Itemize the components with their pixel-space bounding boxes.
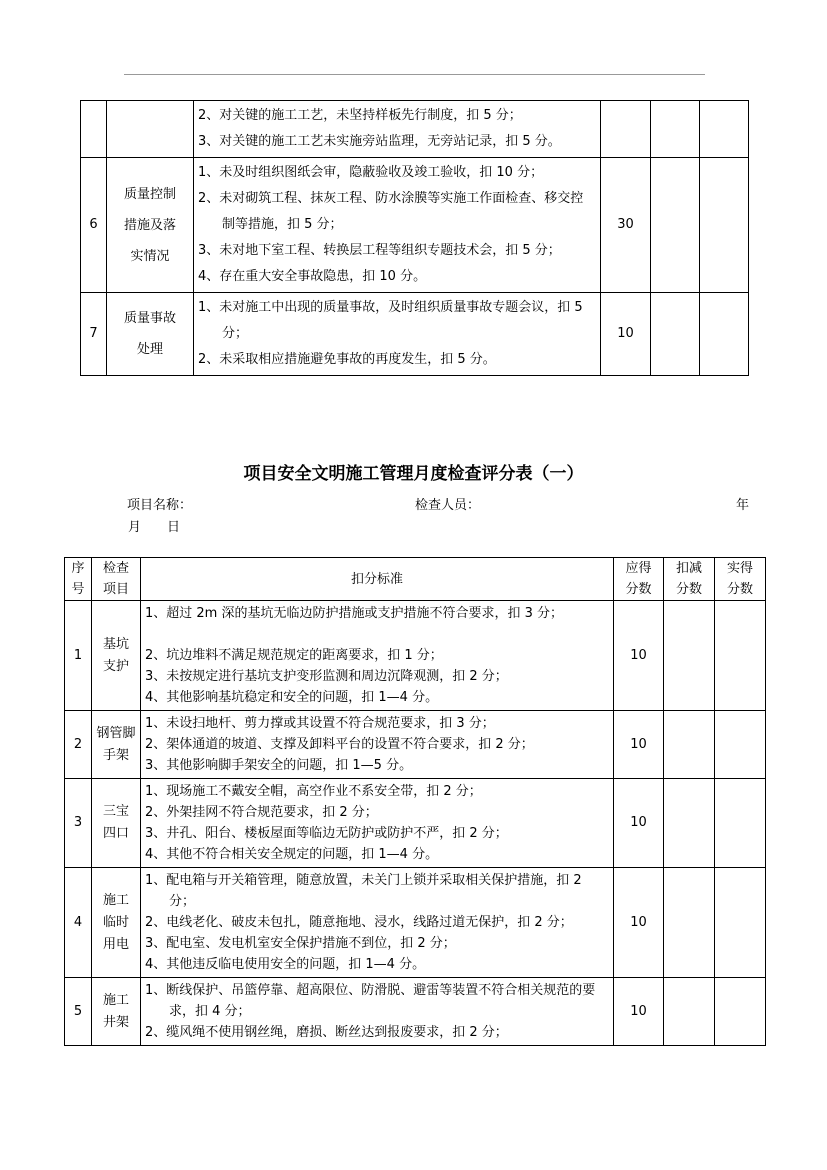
table-row	[65, 601, 766, 711]
deduction-criteria	[141, 868, 614, 978]
actual-score	[715, 711, 766, 779]
criteria-line: 3、未对地下室工程、转换层工程等组织专题技术会，扣 5 分；	[198, 243, 561, 258]
criteria-line	[145, 624, 609, 645]
deducted-score	[664, 868, 715, 978]
criteria-line: 1、未对施工中出现的质量事故，及时组织质量事故专题会议，扣 5 分；	[198, 300, 583, 341]
check-item-line: 基坑	[102, 636, 129, 652]
safety-score-table	[64, 557, 766, 1046]
table-row	[81, 101, 749, 158]
deducted-score	[651, 158, 700, 293]
row-number: 5	[65, 978, 92, 1046]
deduction-criteria	[141, 779, 614, 868]
table-row	[65, 779, 766, 868]
due-score: 10	[601, 293, 651, 376]
check-item-line: 井架	[102, 1014, 129, 1030]
deducted-score	[664, 601, 715, 711]
deducted-score	[664, 711, 715, 779]
check-item	[92, 601, 141, 711]
actual-score	[715, 601, 766, 711]
criteria-line: 1、未及时组织图纸会审，隐蔽验收及竣工验收，扣 10 分；	[198, 165, 544, 180]
due-score: 10	[614, 601, 664, 711]
check-item-line: 钢管脚	[96, 725, 136, 741]
check-item-line: 质量控制	[123, 186, 176, 202]
day-label: 日	[167, 520, 181, 535]
check-item-line: 用电	[102, 936, 129, 952]
actual-score	[715, 978, 766, 1046]
deduction-criteria	[194, 158, 601, 293]
check-item-line: 实情况	[130, 248, 170, 264]
criteria-line: 3、未按规定进行基坑支护变形监测和周边沉降观测，扣 2 分；	[145, 669, 508, 684]
check-item	[92, 779, 141, 868]
table-row	[81, 293, 749, 376]
deducted-score	[651, 101, 700, 158]
criteria-line: 4、其他违反临电使用安全的问题，扣 1—4 分。	[145, 957, 426, 972]
table-row	[65, 711, 766, 779]
due-score: 10	[614, 978, 664, 1046]
month-label: 月	[128, 520, 142, 535]
criteria-line: 2、坑边堆料不满足规范规定的距离要求，扣 1 分；	[145, 648, 443, 663]
criteria-line: 2、电线老化、破皮未包扎，随意拖地、浸水，线路过道无保护，扣 2 分；	[145, 915, 573, 930]
check-item	[107, 101, 194, 158]
actual-score	[715, 779, 766, 868]
check-item	[107, 158, 194, 293]
table-row	[81, 158, 749, 293]
criteria-line: 2、缆风绳不使用钢丝绳，磨损、断丝达到报废要求，扣 2 分；	[145, 1025, 508, 1040]
actual-score	[700, 101, 749, 158]
table-header-row	[65, 558, 766, 601]
criteria-line: 2、对关键的施工工艺，未坚持样板先行制度，扣 5 分；	[198, 108, 522, 123]
check-item	[107, 293, 194, 376]
check-item-line: 支护	[102, 658, 129, 674]
deduction-criteria	[141, 978, 614, 1046]
criteria-line: 1、断线保护、吊篮停靠、超高限位、防滑脱、避雷等装置不符合相关规范的要求，扣 4 分；	[145, 983, 596, 1019]
check-item-line: 三宝	[102, 804, 129, 819]
criteria-line: 1、未设扫地杆、剪力撑或其设置不符合规范要求，扣 3 分；	[145, 716, 495, 731]
criteria-line: 2、外架挂网不符合规范要求，扣 2 分；	[145, 805, 378, 820]
criteria-line: 3、对关键的施工工艺未实施旁站监理，无旁站记录，扣 5 分。	[198, 134, 561, 149]
row-number: 4	[65, 868, 92, 978]
header-criteria: 扣分标准	[141, 558, 614, 601]
year-label: 年	[736, 498, 750, 513]
check-item-line: 手架	[102, 747, 129, 763]
deducted-score	[664, 978, 715, 1046]
header-no: 序 号	[65, 558, 92, 601]
criteria-line: 4、其他影响基坑稳定和安全的问题，扣 1—4 分。	[145, 690, 439, 705]
deduction-criteria	[141, 601, 614, 711]
row-number: 6	[81, 158, 107, 293]
header-item: 检查 项目	[92, 558, 141, 601]
due-score: 10	[614, 868, 664, 978]
deduction-criteria	[194, 101, 601, 158]
row-number: 3	[65, 779, 92, 868]
actual-score	[700, 158, 749, 293]
check-item	[92, 868, 141, 978]
deduction-criteria	[141, 711, 614, 779]
check-item-line: 施工	[102, 992, 129, 1008]
check-item-line: 处理	[136, 342, 163, 357]
criteria-line: 1、现场施工不戴安全帽，高空作业不系安全带，扣 2 分；	[145, 784, 482, 799]
criteria-line: 3、井孔、阳台、楼板屋面等临边无防护或防护不严，扣 2 分；	[145, 826, 508, 841]
deducted-score	[664, 779, 715, 868]
criteria-line: 1、配电箱与开关箱管理，随意放置，未关门上锁并采取相关保护措施，扣 2 分；	[145, 873, 582, 909]
criteria-line: 2、架体通道的坡道、支撑及卸料平台的设置不符合要求，扣 2 分；	[145, 737, 534, 752]
criteria-line: 2、未对砌筑工程、抹灰工程、防水涂膜等实施工作面检查、移交控制等措施，扣 5 分；	[198, 191, 584, 232]
check-item	[92, 711, 141, 779]
row-number: 1	[65, 601, 92, 711]
project-name-label: 项目名称：	[127, 498, 193, 513]
table-row	[65, 868, 766, 978]
check-item-line: 质量事故	[123, 311, 176, 326]
check-item-line: 措施及落	[123, 217, 176, 233]
row-number: 7	[81, 293, 107, 376]
header-deduct-score: 扣减 分数	[664, 558, 715, 601]
due-score	[601, 101, 651, 158]
header-actual-score: 实得 分数	[715, 558, 766, 601]
criteria-line: 1、超过 2m 深的基坑无临边防护措施或支护措施不符合要求，扣 3 分；	[145, 606, 564, 621]
row-number: 2	[65, 711, 92, 779]
quality-score-table-continued	[80, 100, 749, 376]
check-item-line: 临时	[102, 914, 129, 930]
due-score: 10	[614, 711, 664, 779]
table-row	[65, 978, 766, 1046]
row-number	[81, 101, 107, 158]
deduction-criteria	[194, 293, 601, 376]
deducted-score	[651, 293, 700, 376]
criteria-line: 4、存在重大安全事故隐患，扣 10 分。	[198, 269, 427, 284]
page-title: 项目安全文明施工管理月度检查评分表（一）	[243, 464, 584, 484]
criteria-line: 2、未采取相应措施避免事故的再度发生，扣 5 分。	[198, 352, 496, 367]
header-due-score: 应得 分数	[614, 558, 664, 601]
check-item-line: 四口	[102, 826, 129, 841]
actual-score	[700, 293, 749, 376]
criteria-line: 4、其他不符合相关安全规定的问题，扣 1—4 分。	[145, 847, 439, 862]
due-score: 30	[601, 158, 651, 293]
criteria-line: 3、配电室、发电机室安全保护措施不到位，扣 2 分；	[145, 936, 456, 951]
check-item-line: 施工	[102, 892, 129, 908]
check-item	[92, 978, 141, 1046]
header-rule	[124, 74, 705, 75]
criteria-line: 3、其他影响脚手架安全的问题，扣 1—5 分。	[145, 758, 413, 773]
actual-score	[715, 868, 766, 978]
due-score: 10	[614, 779, 664, 868]
inspector-label: 检查人员：	[415, 498, 481, 513]
